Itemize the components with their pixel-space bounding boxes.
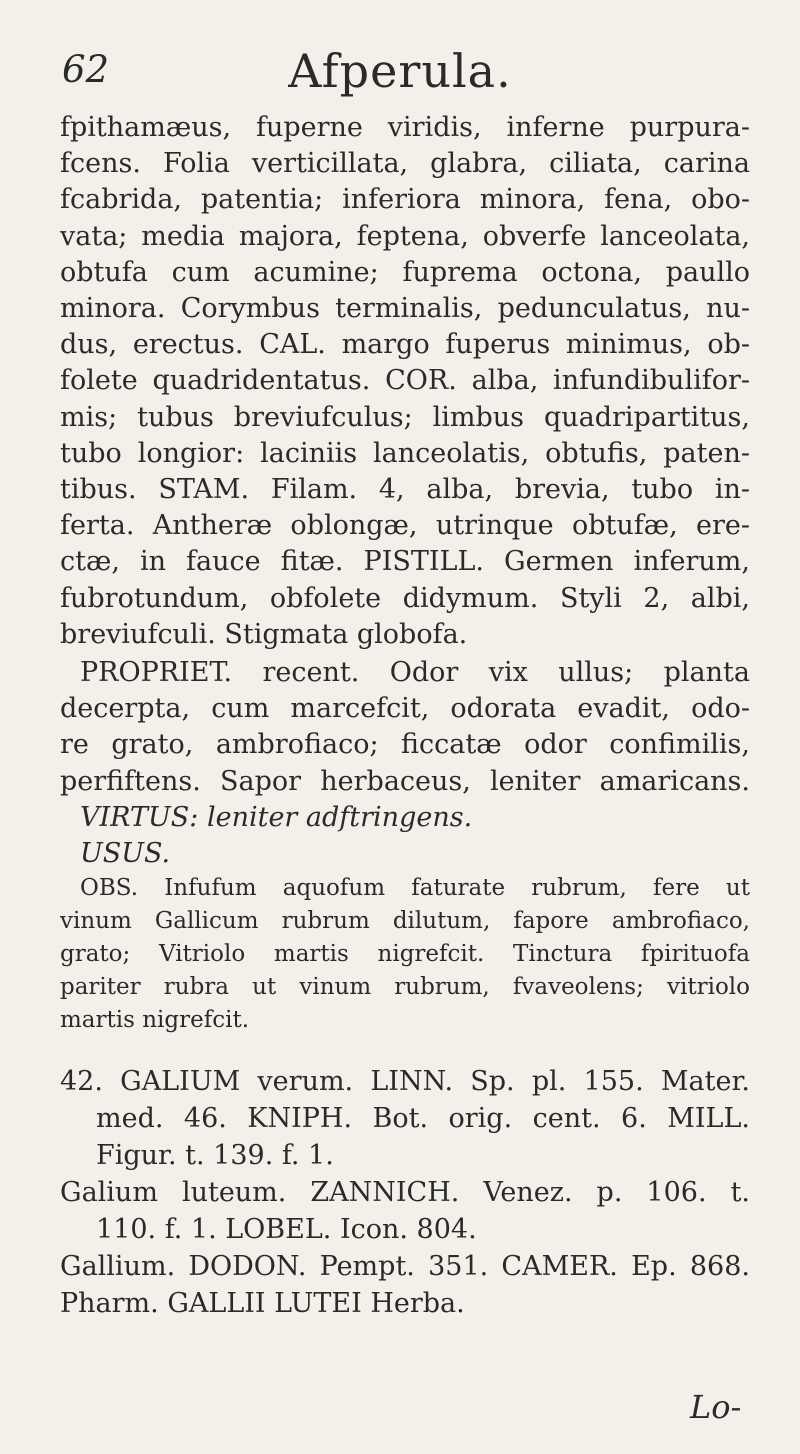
text-line: mis; tubus breviufculus; limbus quadripartitus, — [60, 401, 750, 433]
text-line: ctæ, in fauce fitæ. PISTILL. Germen inferum, — [60, 546, 750, 578]
galium-entry — [60, 1063, 750, 1322]
text-line: Gallium. DODON. Pempt. 351. CAMER. Ep. 868. — [60, 1251, 750, 1283]
text-line: breviufculi. Stigmata globofa. — [60, 618, 468, 650]
text-line: tubo longior: laciniis lanceolatis, obtufis, paten- — [60, 437, 750, 469]
text-line: martis nigrefcit. — [60, 1007, 250, 1034]
text-line: Pharm. GALLII LUTEI Herba. — [60, 1288, 465, 1320]
main-text — [60, 110, 750, 1322]
text-line: PROPRIET. recent. Odor vix ullus; planta — [80, 657, 750, 689]
text-line: pariter rubra ut vinum rubrum, fvaveolens; vitriolo — [60, 974, 750, 1001]
text-line: vata; media majora, feptena, obverfe lanceolata, — [60, 220, 750, 252]
virtus-line: VIRTUS: leniter adftringens. — [80, 801, 473, 833]
text-line: ferta. Antheræ oblongæ, utrinque obtufæ, ere- — [60, 510, 750, 542]
usus-heading: USUS. — [80, 838, 171, 870]
text-line: fpithamæus, fuperne viridis, inferne purpura- — [60, 112, 750, 143]
text-line: fcens. Folia verticillata, glabra, ciliata, carina — [60, 148, 750, 180]
page-header — [0, 44, 800, 104]
text-line: obtufa cum acumine; fuprema octona, paullo — [60, 256, 750, 288]
text-line: folete quadridentatus. COR. alba, infundibulifor- — [60, 365, 750, 397]
text-line: grato; Vitriolo martis nigrefcit. Tinctura fpirituofa — [60, 941, 750, 968]
text-line: perfiftens. Sapor herbaceus, leniter amaricans. — [60, 765, 750, 797]
text-line: vinum Gallicum rubrum dilutum, fapore ambrofiaco, — [60, 908, 750, 935]
text-line: fubrotundum, obfolete didymum. Styli 2, albi, — [60, 582, 750, 614]
running-title: Afperula. — [288, 44, 512, 98]
page-number: 62 — [62, 48, 110, 91]
catchword: Lo- — [690, 1388, 742, 1426]
text-line: Galium luteum. ZANNICH. Venez. p. 106. t. — [60, 1177, 750, 1209]
text-line: OBS. Infufum aquofum faturate rubrum, fere ut — [80, 875, 750, 902]
propriet-section — [60, 655, 750, 800]
text-line: 42. GALIUM verum. LINN. Sp. pl. 155. Mater. — [60, 1066, 750, 1098]
text-line: Figur. t. 139. f. 1. — [96, 1140, 334, 1172]
description-paragraph — [60, 110, 750, 653]
text-line: med. 46. KNIPH. Bot. orig. cent. 6. MILL. — [96, 1103, 750, 1135]
observation-section — [60, 872, 750, 1037]
text-line: re grato, ambrofiaco; ficcatæ odor confimilis, — [60, 729, 750, 761]
text-line: minora. Corymbus terminalis, pedunculatus, nu- — [60, 293, 750, 325]
text-line: tibus. STAM. Filam. 4, alba, brevia, tubo in- — [60, 474, 750, 506]
text-line: dus, erectus. CAL. margo fuperus minimus, ob- — [60, 329, 750, 361]
text-line: decerpta, cum marcefcit, odorata evadit, odo- — [60, 693, 750, 725]
text-line: fcabrida, patentia; inferiora minora, fena, obo- — [60, 184, 750, 216]
text-line: 110. f. 1. LOBEL. Icon. 804. — [96, 1214, 477, 1246]
